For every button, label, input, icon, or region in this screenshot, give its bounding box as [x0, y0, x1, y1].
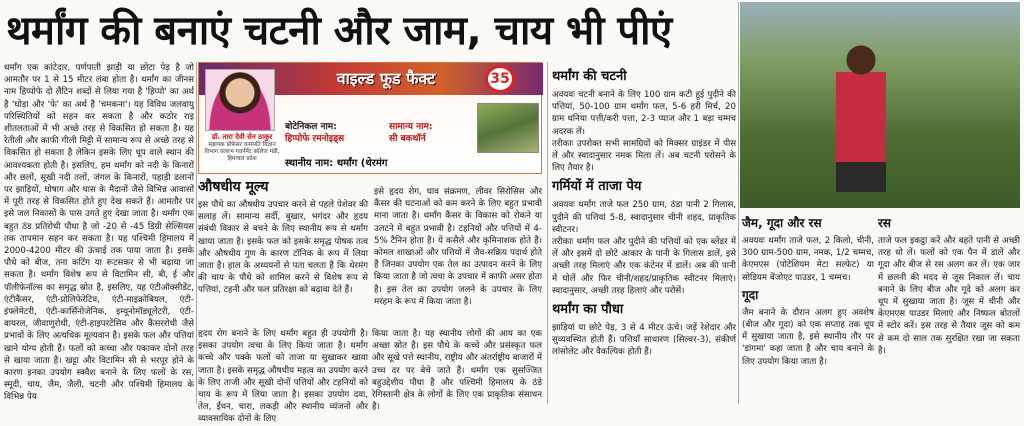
juice-column: [878, 212, 1020, 404]
column-divider: [738, 2, 739, 404]
recipes-column: [552, 64, 736, 404]
common-value: सी बकथॉर्न: [389, 134, 426, 144]
juice-title: रस: [878, 216, 892, 230]
issue-number-badge: 35: [485, 65, 515, 93]
medicinal-continued-left: हृदय रोग बनाने के लिए थर्मांग बहुत ही उपयोगी है। इसका उपयोग त्वचा के लिए किया जाता है। थर्मांग कच्चे और पक्के फलों को ताजा या सुखाकर खाया जाता है। इसके समृद्ध औषधीय महत्व का उपयोग करने के लिए ताजी और सूखी दोनों पत्तियों और टहनियों को चाय के रूप में लिया जाता है। इसका उपयोग दवा, तेल, ईंधन, चारा, लकड़ी और स्थानीय व्यंजनों और व्यावसायिक दोनों के लिए: [198, 329, 368, 425]
person-figure: [836, 42, 886, 192]
jam-column: [742, 212, 874, 404]
banner-title: वाइल्ड फूड फैक्ट: [336, 69, 436, 88]
common-name: [389, 121, 469, 145]
wild-food-banner: [198, 62, 542, 174]
medicinal-body-2: इसे हृदय रोग, घाव संक्रमण, लीवर सिरोसिस और कैंसर की घटनाओं को कम करने के लिए बहुत प्रभावी माना जाता है। थर्मांग कैंसर के विकास को रोकने या उलटने में बहुत प्रभावी है। टहनियों और पत्तियों में 4-5% टैनिन होता है। ये कसैले और कृमिनाशक होते हैं। कोमल शाखाओं और पत्तियों में जैव-सक्रिय पदार्थ होते हैं जिनका उपयोग एक तेल का उत्पादन करने के लिए किया जाता है जो त्वचा के उपचार में काफी असर होता है। इस तेल का उपयोग जलने के उपचार के लिए मरहम के रूप में किया जाता है।: [374, 187, 542, 307]
medicinal-continued: [198, 328, 542, 425]
medicinal-section: [198, 178, 368, 328]
botanical-label: बोटेनिकल नाम:: [285, 122, 337, 132]
plant-title: थर्मांग का पौधा: [552, 302, 624, 318]
botanical-value: हिप्पोफे रमनोइड्स: [285, 134, 345, 144]
drink-method: तरीकाः थर्मांग फल और पुदीने की पत्तियों को एक ब्लेंडर में लें और इसमें दो छोटे आकार के पानी के गिलास डालें, इसे अच्छी तरह मिलाएं और एक कंटेनर में डालें। अब की पानी में घोलें और फिर चीनी/शहद/प्राकृतिक स्वीटनर मिलाएं। स्वादानुसार, अच्छी तरह हिलाएं और परोसें।: [552, 237, 736, 296]
chutney-title: थर्मांग की चटनी: [552, 69, 627, 84]
drink-ingredients: अवयवः थर्मांग ताजे फल 250 ग्राम, ठंडा पानी 2 गिलास, पुदीने की पत्तियां 5-8, स्वादानुसार चीनी शहद, प्राकृतिक स्वीटनर।: [552, 200, 736, 235]
pulp-title: गूदा: [742, 287, 759, 302]
drink-title: गर्मियों में ताजा पेय: [552, 179, 642, 195]
plant-body: झाड़ियां या छोटे पेड़, 3 से 4 मीटर ऊंचे। जड़ें रेशेदार और सुव्यवस्थित होती हैं। पत्तियाँ साधारण (सिल्वर-3), संकीर्ण लांसोलेट और वैकल्पिक होती हैं।: [552, 323, 736, 358]
author-role: सहायक प्रोफेसर वनस्पति विज्ञान विभाग वल्लभ गवर्नमेंट कॉलेज मंडी, हिमाचल प्रदेश: [204, 142, 280, 162]
author-name: डॉ. तारा देवी सेन ठाकुर: [211, 133, 273, 141]
page-headline: थर्मांग की बनाएं चटनी और जाम, चाय भी पीएं: [6, 8, 672, 54]
column-divider: [547, 62, 548, 404]
local-name: स्थानीय नाम: थर्मांग (थेरमंग: [285, 158, 388, 169]
plant-photo: [477, 103, 539, 153]
jam-ingredients: अवयवः थर्मांग ताजे फल, 2 किलो, चीनी, 300 ग्राम-500 ग्राम, नमक, 1/2 चम्मच, केएमएस (पोटेशियम मेटा सल्फेट) या सोडियम बेंजोएट पाउडर, 1 चम्मच।: [742, 236, 874, 283]
medicinal-title: औषधीय मूल्य: [198, 179, 269, 195]
jam-title: जैम, गूदा और रस: [742, 216, 822, 230]
chutney-ingredients: अवयवः चटनी बनाने के लिए 100 ग्राम कटी हुई पुदीने की पत्तियां, 50-100 ग्राम थर्मांग फल, 5-6 हरी मिर्च, 20 ग्राम धनिया पत्ती/करी पत्ता, 2-3 प्याज और 1 बड़ा चम्मच अदरक लें।: [552, 90, 736, 137]
column-divider: [196, 62, 197, 404]
botanical-name: [285, 121, 381, 145]
intro-column: थर्मांग एक कांटेदार, पर्णपाती झाड़ी या छोटा पेड़ है जो आमतौर पर 1 से 15 मीटर लंबा होता है। थर्मांग का जीनस नाम हिप्पोफे दो लैटिन शब्दों से लिया गया है 'हिप्पो' का अर्थ है 'घोड़ा और 'फे' का अर्थ है 'चमकना'। यह विविध जलवायु परिस्थितियों को सहन कर सकता है और कठोर राइ शीतलताओं में भी अच्छे तरह से विकसित हो सकता है। यह रेतीली और काफी गीली मिट्टी में सामान्य रूप से अच्छे तरह से विकसित हो सकता है लेकिन इसके लिए धूप वाले स्थान की आवश्यकता होती है। इसलिए, हम थर्मांग को नदी के किनारों और छलों, सूखी नदी तलों, जंगल के किनारों, पहाड़ी ढलानों पर झाड़ियों, घोषाग और घास के मैदानों जैसे विभिन्न आवासों में पूरी तरह से विकसित होते हुए देख सकते हैं। आमतौर पर इसे जल निकासों के पास उगते हुए देखा जाता है। थर्मांग एक बहुत ठंड प्रतिरोधी पौधा है जो -20 से -45 डिग्री सेल्सियस तक तापमान सहन कर सकता है। यह पश्चिमी हिमालय में 2000-4200 मीटर की ऊंचाई तक पाया जाता है। इसके पौधे को बीज, तना कटिंग या रूटसकर से भी बढ़ाया जा सकता है। थर्मांग विशेष रूप से विटामिन सी, बी, ई और पॉलीफेनॉल्स का समृद्ध स्रोत है, इसलिए, यह एंटीऑक्सीडेंट, एंटीकैंसर, एंटी-प्रोलिफेरेटिव, एंटी-माइक्रोबियल, एंटी-इंफ्लेमेटरी, एंटी-कार्सिनोजेनिक, इम्यूनोमॉड्यूलेटरी, एंटी-वायरल, जीवाणुरोधी, एंटी-हाइपरटेंसिव और कैंसररोधी जैसे प्रभावों के लिए अत्यधिक मूल्यवान है। इसके फल और पत्तियां खाने योग्य होती हैं। फलों को कच्चा और पकाकर दोनों तरह से खाया जाता है। खट्टा और विटामिन सी से भरपूर होने के कारण इनका उपयोग स्क्वैश बनाने के लिए फलों के रस, स्मूदी, चाय, जैम, जैली, चटनी और पश्चिमी हिमालय के विभिन्न पेय: [4, 63, 194, 403]
juice-body: ताजे फल इकट्ठा करें और बहते पानी से अच्छी तरह धो लें। फलों को एक पैन में डालें और गूदा और बीज से रस अलग कर लें। एक जार में छलनी की मदद से जूस निकाल लें। चाय बनाने के लिए बीज और गूदे को अलग कर धूप में सुखाया जाता है। जूस में चीनी और केएमएस पाउडर मिलाएं और निष्फल बोतलों में स्टोर करें। इस तरह से तैयार जूस को कम से कम दो साल तक सुरक्षित रखा जा सकता है।: [878, 236, 1020, 356]
chutney-method: तरीकाः उपरोक्त सभी सामग्रियों को मिक्सर ग्राइंडर में पीस लें और स्वादानुसार नमक मिला लें। अब चटनी परोसने के लिए तैयार है।: [552, 138, 736, 174]
pulp-body: जैम बनाने के दौरान अलग हुए अवशेष (बीज और गूदा) को एक सप्ताह तक धूप में सुखाया जाता है, इसे स्थानीय तौर पर 'डांगमा' कहा जाता है और चाय बनाने के लिए उपयोग किया जाता है।: [742, 307, 874, 367]
common-label: सामान्य नाम:: [389, 122, 433, 132]
author-photo: [205, 69, 275, 131]
medicinal-body: इस पौधे का औषधीय उपचार करने से पहले पेशेवर की सलाह लें। सामान्य सर्दी, बुखार, भगंदर और हृदय संबंधी विकार से बचने के लिए स्थानीय रूप से थर्मांग खाया जाता है। इसके फल को इसके समृद्ध पोषक तत्व और औषधीय गुण के कारण टॉनिक के रूप में लिया जाता है। हाल के अध्ययनों से पता चलता है कि थेरमंग की चाय के पौधे को शामिल करने से विशेष रूप से पत्तियां, टहनी और फल प्रतिरक्षा को बढ़ावा देते हैं।: [198, 200, 368, 296]
author-field-photo: [740, 2, 1020, 208]
medicinal-continued-right: किया जाता है। यह स्थानीय लोगों की आय का एक अच्छा स्रोत है। इस पौधे के कच्चे और प्रसंस्कृत फल और सूखे पत्ते स्थानीय, राष्ट्रीय और अंतर्राष्ट्रीय बाजारों में उच्च दर पर बेचे जाते हैं। थर्मांग एक सुसज्जित बहुउद्देशीय पौधा है और पश्चिमी हिमालय के ठंडे रेगिस्तानी क्षेत्र के लोगों के लिए एक प्राकृतिक संसाधन है।: [372, 329, 542, 413]
